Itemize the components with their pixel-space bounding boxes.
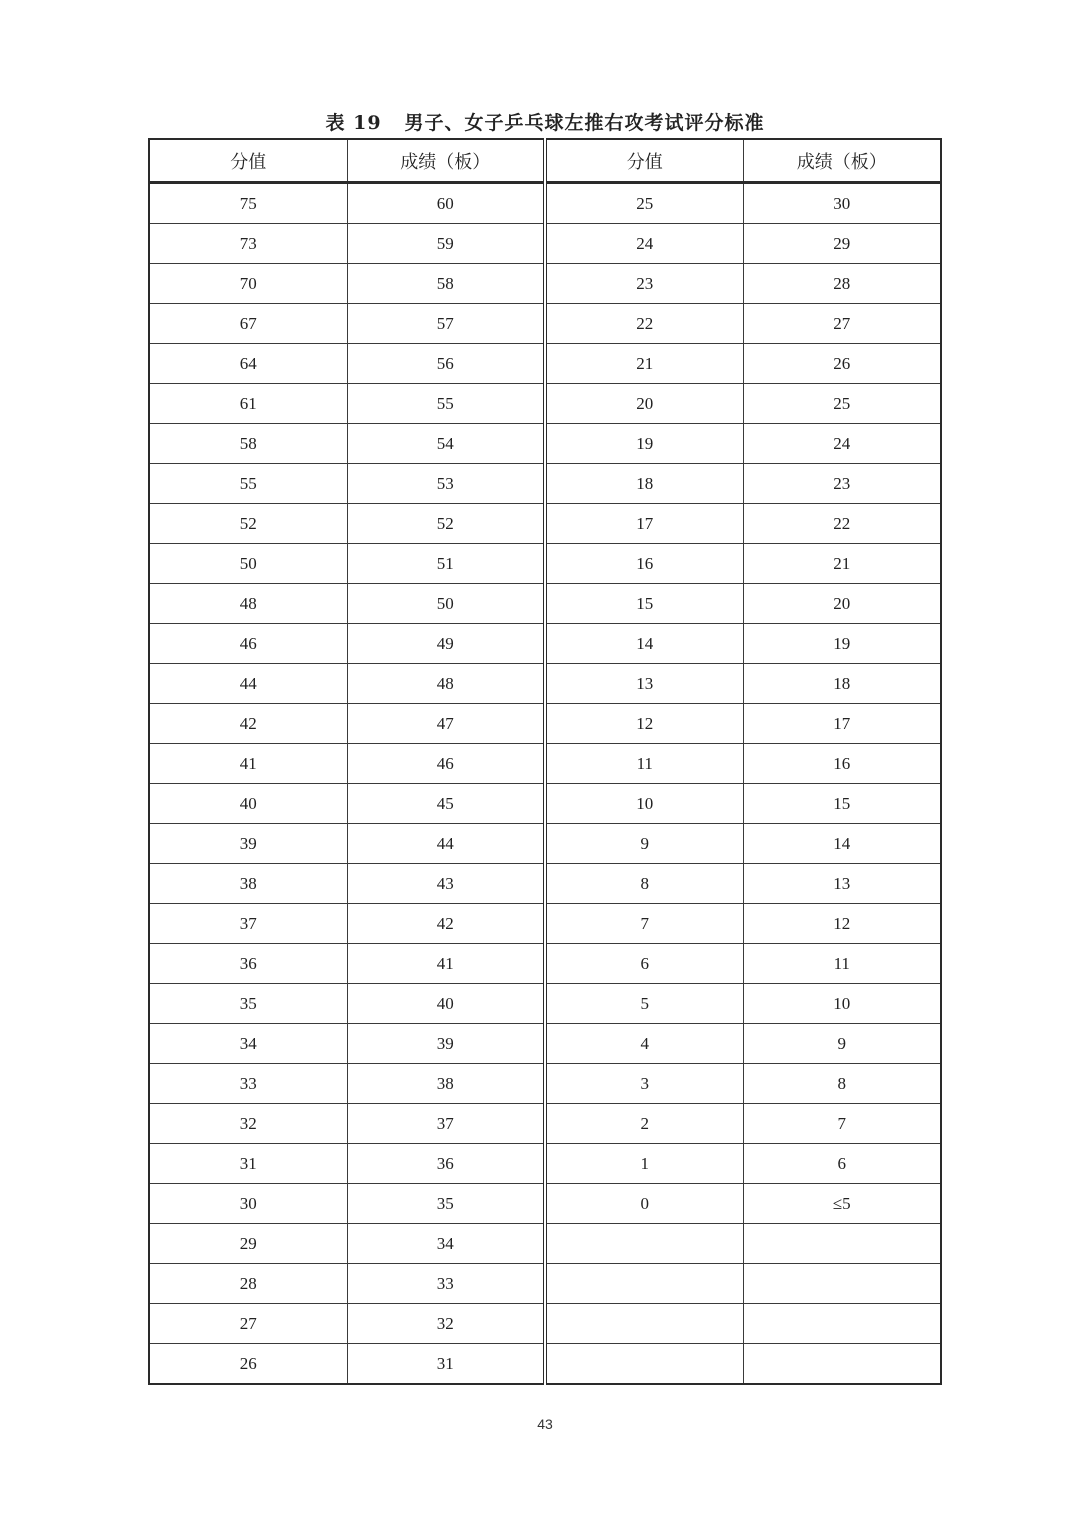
cell-score-right: 15 [545,584,743,624]
cell-result-left: 60 [347,183,545,224]
cell-result-right: 9 [743,1024,941,1064]
cell-score-right: 20 [545,384,743,424]
cell-result-right: 17 [743,704,941,744]
cell-score-left: 34 [149,1024,347,1064]
cell-result-right: 13 [743,864,941,904]
cell-result-left: 36 [347,1144,545,1184]
cell-score-right: 23 [545,264,743,304]
header-score-left: 分值 [149,139,347,183]
scoring-table [148,138,942,1385]
cell-result-right [743,1304,941,1344]
cell-result-left: 54 [347,424,545,464]
cell-score-left: 38 [149,864,347,904]
cell-score-left: 58 [149,424,347,464]
cell-score-left: 29 [149,1224,347,1264]
cell-score-right: 3 [545,1064,743,1104]
cell-result-left: 56 [347,344,545,384]
cell-result-right: 15 [743,784,941,824]
cell-result-right: 23 [743,464,941,504]
cell-score-right: 11 [545,744,743,784]
cell-result-right: ≤5 [743,1184,941,1224]
table-row [149,584,941,624]
table-row [149,1344,941,1385]
cell-result-right [743,1344,941,1385]
cell-score-right: 17 [545,504,743,544]
cell-result-left: 57 [347,304,545,344]
cell-score-right [545,1264,743,1304]
cell-score-left: 50 [149,544,347,584]
cell-result-left: 32 [347,1304,545,1344]
cell-result-right: 19 [743,624,941,664]
cell-result-right: 10 [743,984,941,1024]
cell-score-left: 44 [149,664,347,704]
cell-score-right: 7 [545,904,743,944]
table-row [149,944,941,984]
header-score-right: 分值 [545,139,743,183]
table-row [149,1024,941,1064]
table-row [149,1224,941,1264]
cell-score-left: 46 [149,624,347,664]
table-row [149,424,941,464]
table-row [149,624,941,664]
table-row [149,224,941,264]
cell-result-right: 6 [743,1144,941,1184]
table-row [149,744,941,784]
cell-result-left: 50 [347,584,545,624]
cell-result-left: 47 [347,704,545,744]
cell-score-left: 73 [149,224,347,264]
cell-result-right: 22 [743,504,941,544]
table-row [149,504,941,544]
cell-score-right: 6 [545,944,743,984]
table-row [149,1104,941,1144]
cell-score-left: 61 [149,384,347,424]
cell-score-right: 19 [545,424,743,464]
cell-result-left: 34 [347,1224,545,1264]
cell-score-right: 16 [545,544,743,584]
cell-result-right: 30 [743,183,941,224]
table-row [149,544,941,584]
cell-score-left: 26 [149,1344,347,1385]
cell-result-left: 33 [347,1264,545,1304]
cell-result-left: 37 [347,1104,545,1144]
cell-score-left: 30 [149,1184,347,1224]
table-row [149,864,941,904]
cell-score-right: 25 [545,183,743,224]
cell-score-right: 21 [545,344,743,384]
table-row [149,824,941,864]
cell-result-left: 41 [347,944,545,984]
cell-result-right: 21 [743,544,941,584]
cell-score-right [545,1224,743,1264]
cell-result-right: 28 [743,264,941,304]
cell-score-right: 5 [545,984,743,1024]
cell-score-left: 67 [149,304,347,344]
table-row [149,704,941,744]
table-row [149,183,941,224]
cell-result-right [743,1224,941,1264]
cell-result-left: 48 [347,664,545,704]
cell-result-right [743,1264,941,1304]
cell-score-right: 24 [545,224,743,264]
cell-result-left: 53 [347,464,545,504]
cell-score-left: 70 [149,264,347,304]
cell-result-left: 40 [347,984,545,1024]
cell-score-left: 52 [149,504,347,544]
cell-result-left: 31 [347,1344,545,1385]
cell-score-left: 31 [149,1144,347,1184]
cell-result-right: 12 [743,904,941,944]
cell-score-left: 35 [149,984,347,1024]
cell-result-right: 25 [743,384,941,424]
table-row [149,1264,941,1304]
cell-result-right: 8 [743,1064,941,1104]
cell-score-left: 75 [149,183,347,224]
cell-score-right: 9 [545,824,743,864]
cell-score-right: 1 [545,1144,743,1184]
table-row [149,904,941,944]
cell-score-left: 42 [149,704,347,744]
cell-result-left: 35 [347,1184,545,1224]
cell-score-right: 13 [545,664,743,704]
cell-score-right: 12 [545,704,743,744]
table-row [149,1144,941,1184]
table-body [149,183,941,1385]
cell-score-left: 37 [149,904,347,944]
table-row [149,1184,941,1224]
cell-score-left: 36 [149,944,347,984]
cell-result-left: 44 [347,824,545,864]
page-number: 43 [537,1416,553,1432]
cell-result-left: 39 [347,1024,545,1064]
cell-result-right: 18 [743,664,941,704]
cell-score-right: 4 [545,1024,743,1064]
cell-score-left: 64 [149,344,347,384]
table-row [149,784,941,824]
cell-result-left: 55 [347,384,545,424]
cell-result-left: 38 [347,1064,545,1104]
cell-result-left: 42 [347,904,545,944]
cell-score-left: 48 [149,584,347,624]
cell-result-right: 27 [743,304,941,344]
cell-result-right: 20 [743,584,941,624]
cell-result-left: 45 [347,784,545,824]
cell-score-right: 2 [545,1104,743,1144]
cell-result-right: 7 [743,1104,941,1144]
table-row [149,384,941,424]
cell-score-right: 0 [545,1184,743,1224]
cell-score-right [545,1304,743,1344]
cell-result-left: 51 [347,544,545,584]
table-row [149,264,941,304]
cell-score-right: 14 [545,624,743,664]
table-row [149,984,941,1024]
table-row [149,304,941,344]
table-title: 表 19 男子、女子乒乓球左推右攻考试评分标准 [325,112,765,134]
cell-score-right: 8 [545,864,743,904]
table-row [149,664,941,704]
cell-score-right: 18 [545,464,743,504]
header-result-left: 成绩（板） [347,139,545,183]
cell-result-left: 59 [347,224,545,264]
header-result-right: 成绩（板） [743,139,941,183]
cell-score-left: 33 [149,1064,347,1104]
cell-result-right: 26 [743,344,941,384]
cell-result-right: 11 [743,944,941,984]
cell-result-left: 49 [347,624,545,664]
cell-result-left: 52 [347,504,545,544]
cell-result-right: 24 [743,424,941,464]
cell-result-right: 14 [743,824,941,864]
cell-score-left: 39 [149,824,347,864]
cell-score-left: 40 [149,784,347,824]
cell-score-left: 55 [149,464,347,504]
cell-score-left: 41 [149,744,347,784]
table-row [149,344,941,384]
table-header-row [149,139,941,183]
cell-score-left: 27 [149,1304,347,1344]
cell-result-left: 58 [347,264,545,304]
cell-result-left: 46 [347,744,545,784]
table-row [149,464,941,504]
cell-score-left: 32 [149,1104,347,1144]
cell-result-right: 16 [743,744,941,784]
cell-score-right: 22 [545,304,743,344]
cell-result-left: 43 [347,864,545,904]
table-row [149,1064,941,1104]
cell-score-right [545,1344,743,1385]
cell-result-right: 29 [743,224,941,264]
cell-score-right: 10 [545,784,743,824]
table-row [149,1304,941,1344]
cell-score-left: 28 [149,1264,347,1304]
